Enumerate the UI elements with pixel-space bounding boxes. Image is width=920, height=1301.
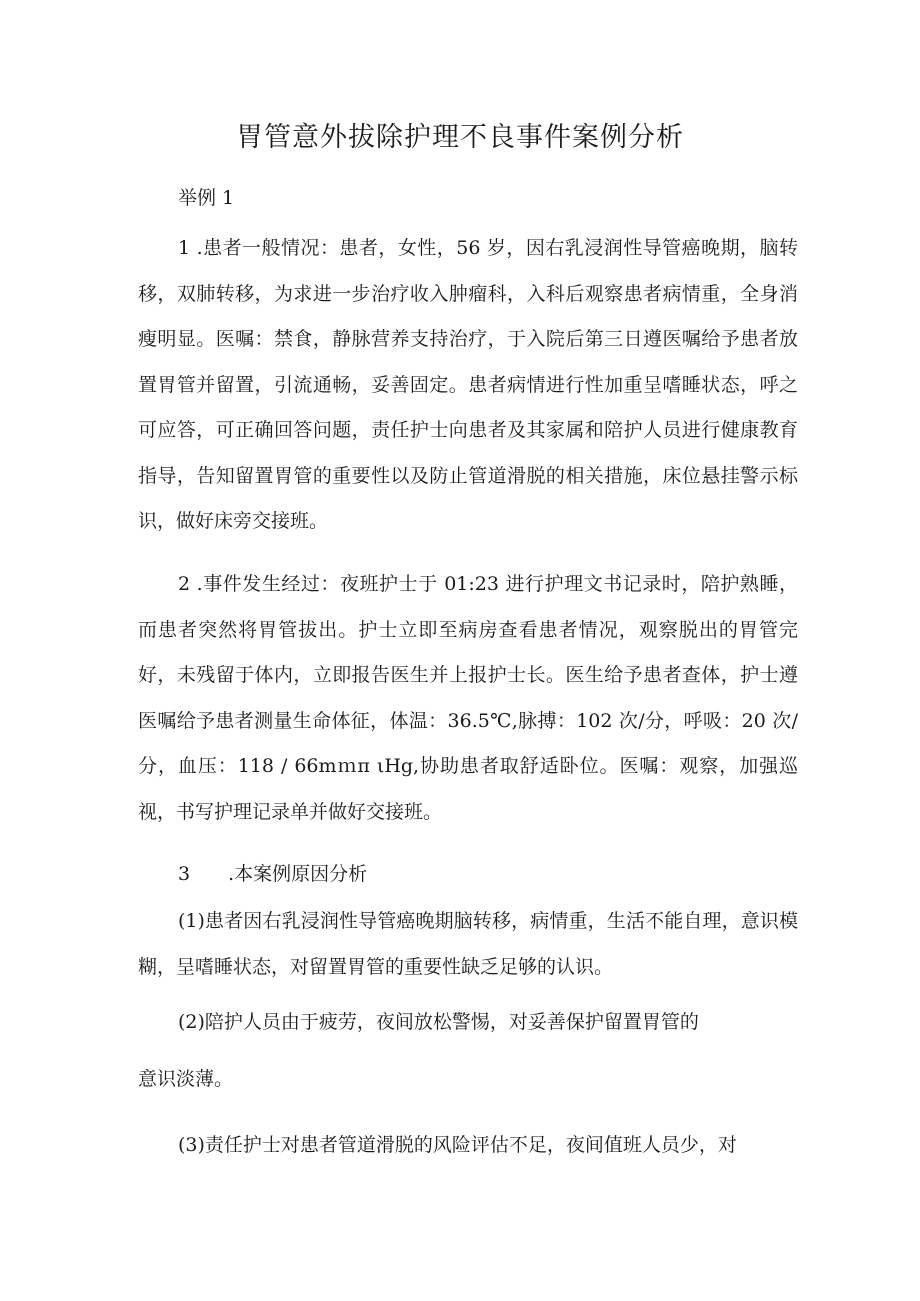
cause-1: (1)患者因右乳浸润性导管癌晚期脑转移，病情重，生活不能自理，意识模糊，呈嗜睡状态，对留置胃管的重要性缺乏足够的认识。 <box>138 910 798 978</box>
document-title: 胃管意外拔除护理不良事件案例分析 <box>236 122 684 153</box>
cause-3: (3)责任护士对患者管道滑脱的风险评估不足，夜间值班人员少，对 <box>178 1134 737 1156</box>
cause-2-line-2: 意识淡薄。 <box>138 1068 234 1090</box>
section-3-heading: 3 .本案例原因分析 <box>178 863 368 885</box>
section-1-patient-info: 1 .患者一般情况：患者，女性，56 岁，因右乳浸润性导管癌晚期，脑转移，双肺转移，为求进一步治疗收入肿瘤科，入科后观察患者病情重，全身消瘦明显。医嘱：禁食，静脉营养支持治疗，于入院后第三日遵医嘱给予患者放置胃管并留置，引流通畅，妥善固定。患者病情进行性加重呈嗜睡状态，呼之可应答，可正确回答问题，责任护士向患者及其家属和陪护人员进行健康教育指导，告知留置胃管的重要性以及防止管道滑脱的相关措施，床位悬挂警示标识，做好床旁交接班。 <box>138 237 798 532</box>
cause-2-line-1: (2)陪护人员由于疲劳，夜间放松警惕，对妥善保护留置胃管的 <box>178 1011 699 1033</box>
example-heading: 举例 1 <box>178 187 235 209</box>
section-2-event-process: 2 .事件发生经过：夜班护士于 01:23 进行护理文书记录时，陪护熟睡，而患者突然将胃管拔出。护士立即至病房查看患者情况，观察脱出的胃管完好，未残留于体内，立即报告医生并上报护士长。医生给予患者查体，护士遵医嘱给予患者测量生命体征，体温：36.5℃,脉搏：102 次/分，呼吸：20 次/分，血压：118 / 66mｍπ ιHg,协助患者取舒适卧位。医嘱：观察，加强巡视，书写护理记录单并做好交接班。 <box>138 573 798 823</box>
